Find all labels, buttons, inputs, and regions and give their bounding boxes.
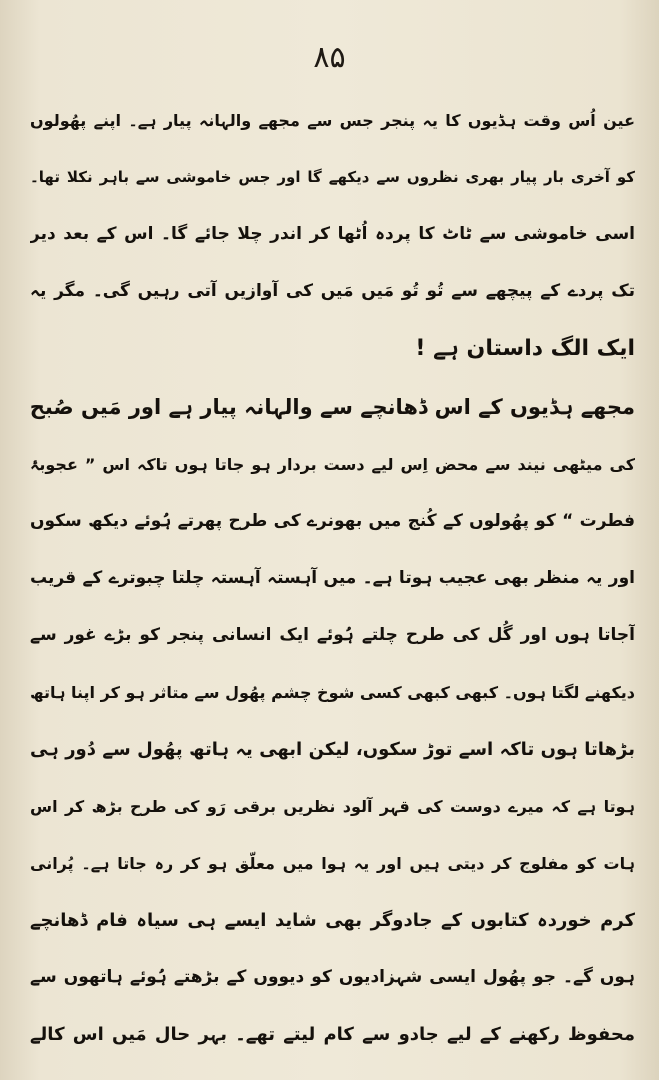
text-line-13: ہوتا ہے کہ میرے دوست کی قہر آلود نظریں برقی رَو کی طرح بڑھ کر اس [30,797,635,816]
text-line-1: عین اُس وقت ہڈیوں کا یہ پنجر جس سے مجھے والہانہ پیار ہے۔ اپنے پھُولوں [30,111,635,130]
text-line-4: تک پردے کے پیچھے سے تُو تُو مَیں مَیں کی آوازیں آتی رہیں گی۔ مگر یہ [30,281,635,301]
text-line-10: آجاتا ہوں اور گُل کی طرح چلتے ہُوئے ایک انسانی پنجر کو بڑے غور سے [30,625,635,645]
text-line-2: کو آخری بار پیار بھری نظروں سے دیکھے گا اور جس خاموشی سے باہر نکلا تھا۔ [30,168,635,186]
text-line-6: مجھے ہڈیوں کے اس ڈھانچے سے والہانہ پیار ہے اور مَیں صُبح [30,395,635,419]
text-line-16: ہوں گے۔ جو پھُول ایسی شہزادیوں کو دیووں کے بڑھتے ہُوئے ہاتھوں سے [30,967,635,987]
text-line-8: فطرت “ کو پھُولوں کے کُنج میں بھونرے کی طرح پھرتے ہُوئے دیکھ سکوں [30,511,635,531]
text-line-15: کرم خوردہ کتابوں کے جادوگر بھی شاید ایسے ہی سیاہ فام ڈھانچے [30,910,635,931]
text-line-7: کی میٹھی نیند سے محض اِس لیے دست بردار ہو جاتا ہوں تاکہ اس ” عجوبۂ [30,455,635,474]
text-line-9: اور یہ منظر بھی عجیب ہوتا ہے۔ میں آہستہ آہستہ چلتا چبوترے کے قریب [30,568,635,588]
text-line-12: بڑھاتا ہوں تاکہ اسے توڑ سکوں، لیکن ابھی یہ ہاتھ پھُول سے دُور ہی [30,739,635,760]
text-line-14: ہات کو مفلوج کر دیتی ہیں اور یہ ہوا میں معلّق ہو کر رہ جاتا ہے۔ پُرانی [30,854,635,873]
text-line-3: اسی خاموشی سے ٹاٹ کا پردہ اُٹھا کر اندر چلا جائے گا۔ اس کے بعد دیر [30,224,635,244]
page-number: ۸۵ [313,40,346,75]
text-line-11: دیکھنے لگتا ہوں۔ کبھی کبھی کسی شوخ چشم پھُول سے متاثر ہو کر اپنا ہاتھ [30,683,635,702]
text-line-5: ایک الگ داستان ہے ! [415,336,635,361]
body-text [30,92,635,1063]
text-line-17: محفوظ رکھنے کے لیے جادو سے کام لیتے تھے۔ بہر حال مَیں اس کالے [30,1024,635,1045]
